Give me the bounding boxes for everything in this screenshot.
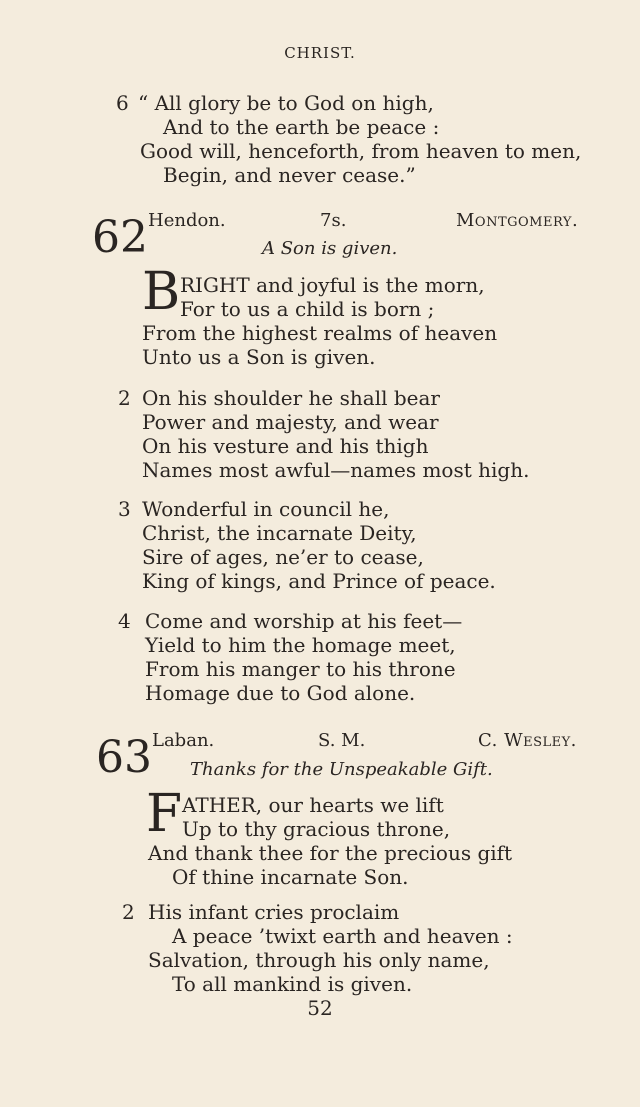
- verse-line: Come and worship at his feet—: [145, 609, 463, 633]
- hymn-number: 62: [92, 212, 148, 263]
- drop-cap: B: [142, 262, 181, 322]
- verse-line: Unto us a Son is given.: [142, 345, 376, 369]
- verse-number: 3: [118, 497, 131, 521]
- hymn-title: Thanks for the Unspeakable Gift.: [190, 759, 493, 780]
- verse-line: RIGHT and joyful is the morn,: [180, 273, 485, 297]
- verse-line: ATHER, our hearts we lift: [182, 793, 444, 817]
- verse-line: A peace ’twixt earth and heaven :: [172, 924, 513, 948]
- verse-line: Sire of ages, ne’er to cease,: [142, 545, 424, 569]
- verse-number: 2: [122, 900, 135, 924]
- verse-line: And to the earth be peace :: [163, 115, 440, 139]
- verse-number: 4: [118, 609, 131, 633]
- verse-line: Begin, and never cease.”: [163, 163, 416, 187]
- hymn-title: A Son is given.: [262, 238, 398, 259]
- tune-name: Laban.: [152, 730, 215, 751]
- verse-line: Of thine incarnate Son.: [172, 865, 409, 889]
- hymn-number: 63: [96, 732, 152, 783]
- verse-line: From his manger to his throne: [145, 657, 456, 681]
- verse-line: Homage due to God alone.: [145, 681, 416, 705]
- verse-line: On his vesture and his thigh: [142, 434, 429, 458]
- verse-line: Yield to him the homage meet,: [145, 633, 456, 657]
- verse-line: King of kings, and Prince of peace.: [142, 569, 496, 593]
- tune-name: Hendon.: [148, 210, 226, 231]
- verse-line: On his shoulder he shall bear: [142, 386, 440, 410]
- hymn-author: C. Wesley.: [478, 730, 577, 751]
- hymn-author: Montgomery.: [456, 210, 579, 231]
- verse-number: 6: [116, 91, 129, 115]
- verse-line: Wonderful in council he,: [142, 497, 390, 521]
- page-number: 52: [307, 996, 333, 1020]
- verse-line: Salvation, through his only name,: [148, 948, 490, 972]
- verse-line: “ All glory be to God on high,: [138, 91, 434, 115]
- verse-line: Up to thy gracious throne,: [182, 817, 451, 841]
- verse-line: To all mankind is given.: [172, 972, 413, 996]
- meter: 7s.: [320, 210, 347, 231]
- verse-line: For to us a child is born ;: [180, 297, 435, 321]
- verse-number: 2: [118, 386, 131, 410]
- verse-line: Power and majesty, and wear: [142, 410, 439, 434]
- verse-line: From the highest realms of heaven: [142, 321, 498, 345]
- meter: S. M.: [318, 730, 366, 751]
- verse-line: Good will, henceforth, from heaven to men,: [140, 139, 582, 163]
- running-head: CHRIST.: [284, 44, 356, 62]
- drop-cap: F: [146, 784, 183, 844]
- verse-line: His infant cries proclaim: [148, 900, 400, 924]
- verse-line: And thank thee for the precious gift: [148, 841, 513, 865]
- verse-line: Names most awful—names most high.: [142, 458, 530, 482]
- verse-line: Christ, the incarnate Deity,: [142, 521, 417, 545]
